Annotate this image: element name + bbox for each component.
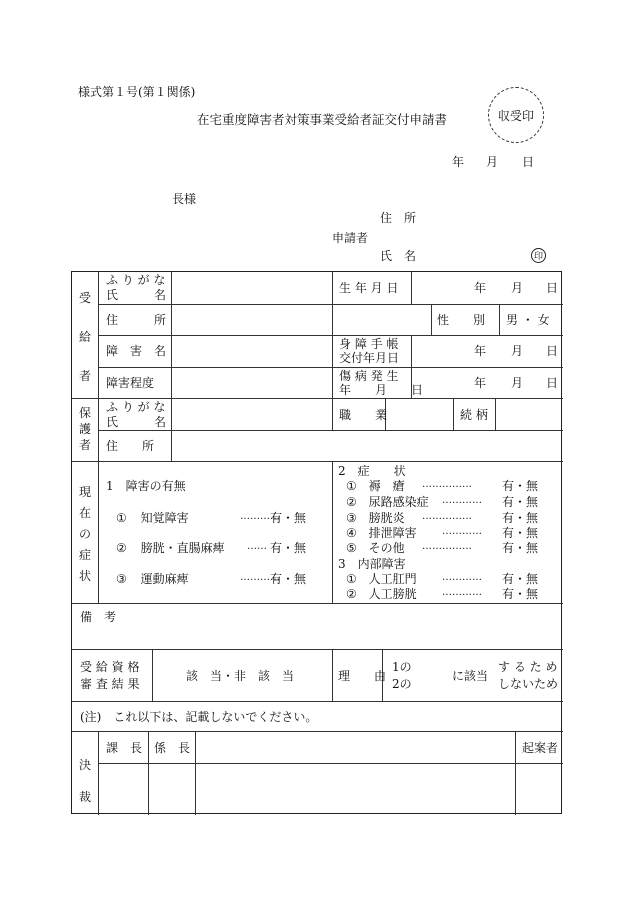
reason-applies: に該当 bbox=[452, 669, 489, 683]
disability-degree-label: 障害程度 bbox=[106, 376, 155, 390]
note-text: (注) これ以下は、記載しないでください。 bbox=[80, 710, 318, 724]
handbook-year[interactable]: 年 bbox=[474, 344, 487, 358]
recipient-address-field[interactable] bbox=[172, 305, 430, 335]
remarks-field[interactable] bbox=[132, 605, 562, 648]
symptom-item-2-dots: ………… bbox=[442, 495, 482, 506]
disability-item-1 bbox=[116, 512, 189, 524]
symptom-item-3-dots: …………… bbox=[422, 511, 472, 522]
date-month[interactable]: 月 bbox=[486, 155, 499, 169]
drafter-label: 起案者 bbox=[522, 741, 559, 755]
sex-label: 性 別 bbox=[437, 313, 486, 327]
onset-year[interactable]: 年 bbox=[474, 376, 487, 390]
symptom-heading: 2 症 状 bbox=[338, 464, 406, 478]
item-label: 膀胱・直腸麻痺 bbox=[140, 541, 225, 555]
disability-item-1-dots: ………… bbox=[240, 511, 280, 522]
disability-item-2-answer[interactable]: 有・無 bbox=[270, 541, 307, 555]
occupation-field[interactable] bbox=[386, 399, 452, 429]
date-day[interactable]: 日 bbox=[522, 155, 535, 169]
recipient-name-label: 氏 名 bbox=[106, 288, 167, 302]
onset-label-1: 傷 病 発 生 bbox=[339, 369, 399, 383]
approval-section-label bbox=[72, 759, 98, 803]
form-number: 様式第１号(第１関係) bbox=[78, 85, 196, 99]
guardian-address-field[interactable] bbox=[172, 431, 562, 460]
item-no: ② bbox=[346, 495, 357, 509]
disability-item-3-dots: ………… bbox=[240, 572, 280, 583]
item-label: 人工膀胱 bbox=[368, 587, 417, 601]
date-year[interactable]: 年 bbox=[452, 155, 465, 169]
recipient-char: 受 bbox=[78, 291, 91, 305]
item-label: 人工肛門 bbox=[368, 572, 417, 586]
symptom-item-2-answer[interactable]: 有・無 bbox=[502, 495, 539, 509]
item-no: ① bbox=[346, 479, 357, 493]
reason-will-not[interactable]: しないため bbox=[498, 677, 559, 691]
seal-mark-label: 印 bbox=[533, 252, 543, 262]
approval-char: 決 bbox=[78, 758, 91, 772]
reason-label: 理 由 bbox=[338, 669, 387, 683]
item-no: ⑤ bbox=[346, 541, 357, 555]
internal-item-1-answer[interactable]: 有・無 bbox=[502, 572, 539, 586]
addressee: 長様 bbox=[172, 192, 197, 206]
section-chief-stamp-area[interactable] bbox=[99, 764, 147, 814]
item-no: ③ bbox=[116, 572, 127, 586]
birthdate-day[interactable]: 日 bbox=[546, 281, 559, 295]
seal-mark bbox=[531, 248, 546, 263]
guardian-name-label: 氏 名 bbox=[106, 415, 167, 429]
onset-day[interactable]: 日 bbox=[546, 376, 559, 390]
disability-name-field[interactable] bbox=[172, 336, 331, 366]
subsection-chief-stamp-area[interactable] bbox=[149, 764, 194, 814]
disability-item-2-dots: …… bbox=[247, 541, 267, 552]
disability-degree-field[interactable] bbox=[172, 368, 331, 398]
item-label: その他 bbox=[368, 541, 405, 555]
symptoms-char: 現 bbox=[78, 485, 91, 499]
recipient-name-field[interactable] bbox=[172, 273, 331, 303]
item-no: ③ bbox=[346, 511, 357, 525]
symptoms-char: 症 bbox=[78, 548, 91, 562]
applicant-address-label: 住 所 bbox=[380, 211, 417, 225]
symptoms-section-label bbox=[72, 486, 98, 582]
applicant-label: 申請者 bbox=[332, 231, 369, 245]
application-table bbox=[71, 271, 562, 814]
birthdate-month[interactable]: 月 bbox=[511, 281, 524, 295]
reason-option-2[interactable]: 2の bbox=[392, 677, 412, 691]
internal-item-1-dots: ………… bbox=[442, 572, 482, 583]
recipient-furigana-label: ふ り が な bbox=[106, 273, 166, 287]
symptom-item-1-dots: …………… bbox=[422, 479, 472, 490]
guardian-name-field[interactable] bbox=[172, 399, 331, 429]
receipt-stamp-label: 収受印 bbox=[497, 108, 534, 123]
reason-option-1[interactable]: 1の bbox=[392, 660, 412, 674]
disability-item-3 bbox=[116, 573, 189, 585]
handbook-date-label-1: 身 障 手 帳 bbox=[339, 337, 399, 351]
subsection-chief-label: 係 長 bbox=[154, 741, 191, 755]
relation-field[interactable] bbox=[496, 399, 562, 429]
guardian-address-label: 住 所 bbox=[106, 439, 155, 453]
symptom-item-4 bbox=[346, 527, 417, 539]
handbook-month[interactable]: 月 bbox=[511, 344, 524, 358]
onset-label-2: 年 月 日 bbox=[339, 383, 424, 397]
item-label: 知覚障害 bbox=[140, 511, 189, 525]
item-label: 排泄障害 bbox=[368, 526, 417, 540]
symptom-item-1-answer[interactable]: 有・無 bbox=[502, 479, 539, 493]
approval-char: 裁 bbox=[78, 790, 91, 804]
guardian-section-label bbox=[72, 407, 98, 451]
disability-item-3-answer[interactable]: 有・無 bbox=[270, 572, 307, 586]
reason-will[interactable]: す る た め bbox=[498, 660, 558, 674]
internal-item-2 bbox=[346, 588, 417, 600]
symptoms-char: の bbox=[78, 527, 91, 541]
item-no: ② bbox=[116, 541, 127, 555]
handbook-date-label-2: 交付年月日 bbox=[339, 351, 400, 365]
disability-item-1-answer[interactable]: 有・無 bbox=[270, 511, 307, 525]
disability-item-2 bbox=[116, 542, 225, 554]
symptom-item-4-dots: ………… bbox=[442, 526, 482, 537]
item-no: ④ bbox=[346, 526, 357, 540]
section-chief-label: 課 長 bbox=[106, 741, 143, 755]
drafter-stamp-area[interactable] bbox=[516, 764, 562, 814]
symptom-item-1 bbox=[346, 480, 405, 492]
symptom-item-5 bbox=[346, 542, 405, 554]
internal-item-2-dots: ………… bbox=[442, 587, 482, 598]
receipt-stamp bbox=[488, 87, 544, 143]
symptom-item-5-answer[interactable]: 有・無 bbox=[502, 541, 539, 555]
item-label: 尿路感染症 bbox=[368, 495, 429, 509]
internal-heading: 3 内部障害 bbox=[338, 557, 406, 571]
onset-month[interactable]: 月 bbox=[511, 376, 524, 390]
guardian-char: 者 bbox=[78, 438, 91, 452]
item-label: 膀胱炎 bbox=[368, 511, 405, 525]
disability-heading: 1 障害の有無 bbox=[106, 479, 186, 493]
relation-label: 続 柄 bbox=[460, 408, 488, 422]
symptoms-char: 在 bbox=[78, 506, 91, 520]
guardian-char: 保 bbox=[78, 406, 91, 420]
disability-name-label: 障 害 名 bbox=[106, 344, 167, 358]
guardian-furigana-label: ふ り が な bbox=[106, 400, 166, 414]
sex-options[interactable]: 男 ・ 女 bbox=[506, 313, 550, 327]
item-label: 運動麻痺 bbox=[140, 572, 189, 586]
handbook-day[interactable]: 日 bbox=[546, 344, 559, 358]
review-label-1: 受 給 資 格 bbox=[80, 660, 140, 674]
guardian-char: 護 bbox=[78, 422, 91, 436]
recipient-char: 者 bbox=[78, 369, 91, 383]
symptom-item-3 bbox=[346, 512, 405, 524]
internal-item-1 bbox=[346, 573, 417, 585]
symptom-item-4-answer[interactable]: 有・無 bbox=[502, 526, 539, 540]
item-no: ② bbox=[346, 587, 357, 601]
symptom-item-2 bbox=[346, 496, 429, 508]
item-no: ① bbox=[116, 511, 127, 525]
occupation-label: 職 業 bbox=[339, 408, 388, 422]
recipient-section-label bbox=[72, 292, 98, 382]
symptoms-char: 状 bbox=[78, 569, 91, 583]
item-label: 褥 瘡 bbox=[368, 479, 405, 493]
applicant-name-label: 氏 名 bbox=[380, 249, 417, 263]
review-result[interactable]: 該 当・非 該 当 bbox=[186, 669, 295, 683]
symptom-item-5-dots: …………… bbox=[422, 541, 472, 552]
review-label-2: 審 査 結 果 bbox=[80, 677, 140, 691]
birthdate-label: 生 年 月 日 bbox=[339, 281, 399, 295]
form-title: 在宅重度障害者対策事業受給者証交付申請書 bbox=[197, 112, 448, 127]
recipient-char: 給 bbox=[78, 330, 91, 344]
remarks-label: 備 考 bbox=[80, 610, 117, 624]
internal-item-2-answer[interactable]: 有・無 bbox=[502, 587, 539, 601]
symptom-item-3-answer[interactable]: 有・無 bbox=[502, 511, 539, 525]
birthdate-year[interactable]: 年 bbox=[474, 281, 487, 295]
item-no: ① bbox=[346, 572, 357, 586]
recipient-address-label: 住 所 bbox=[106, 313, 167, 327]
